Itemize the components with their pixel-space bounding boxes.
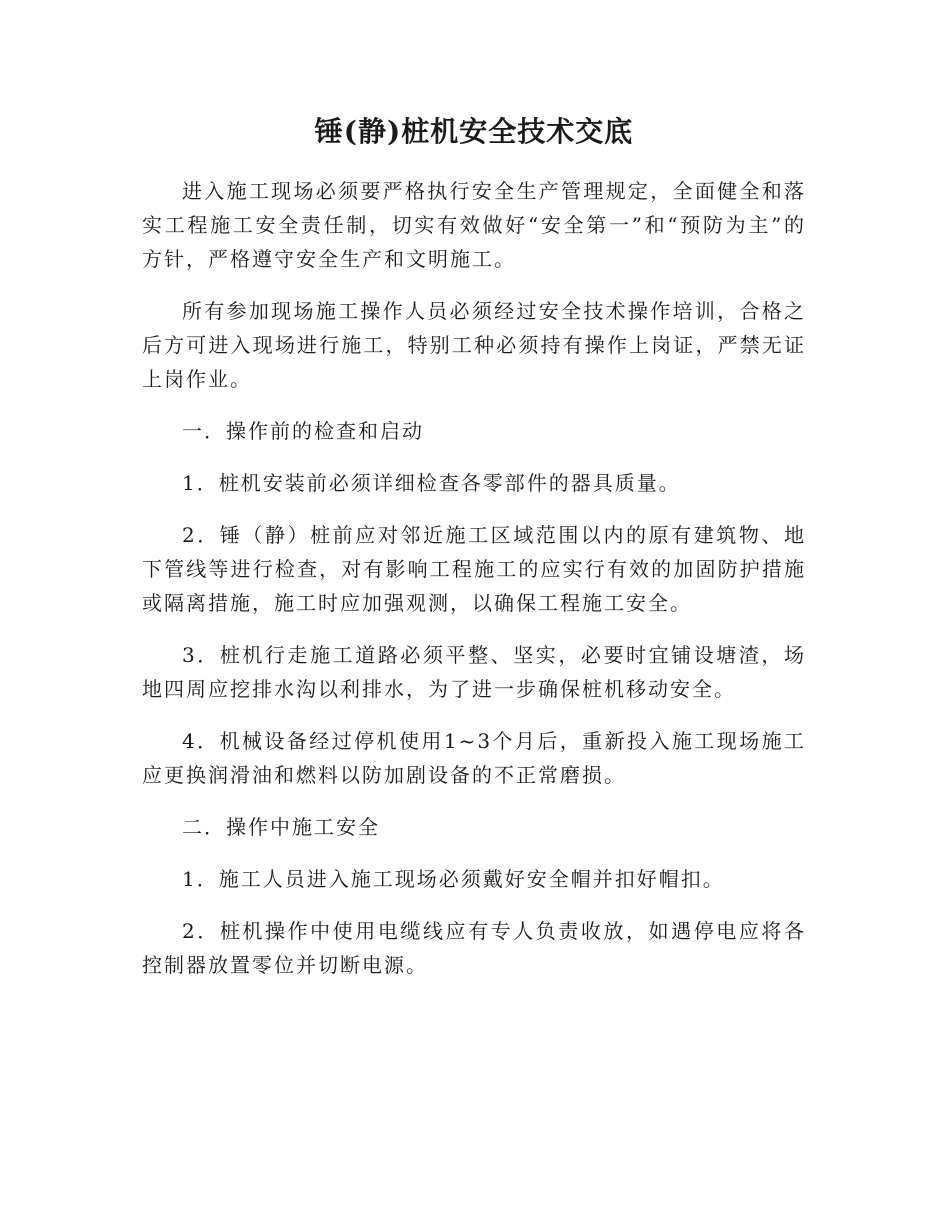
- section-heading-pre-operation: 一．操作前的检查和启动: [182, 419, 424, 443]
- paragraph-training-requirement: 所有参加现场施工操作人员必须经过安全技术操作培训，合格之后方可进入现场进行施工，特别工种必须持有操作上岗证，严禁无证上岗作业。: [142, 299, 806, 391]
- list-item-pre-operation-2: 2．锤（静）桩前应对邻近施工区域范围以内的原有建筑物、地下管线等进行检查，对有影响工程施工的应实行有效的加固防护措施或隔离措施，施工时应加强观测，以确保工程施工安全。: [142, 523, 806, 615]
- document-page: [142, 112, 806, 1000]
- section-heading-during-operation: 二．操作中施工安全: [182, 815, 380, 839]
- paragraph-safety-management: 进入施工现场必须要严格执行安全生产管理规定，全面健全和落实工程施工安全责任制，切实有效做好“安全第一”和“预防为主”的方针，严格遵守安全生产和文明施工。: [142, 179, 806, 271]
- list-item-pre-operation-3: 3．桩机行走施工道路必须平整、坚实，必要时宜铺设塘渣，场地四周应挖排水沟以利排水，为了进一步确保桩机移动安全。: [142, 643, 806, 701]
- list-item-pre-operation-1: 1．桩机安装前必须详细检查各零部件的器具质量。: [182, 471, 681, 495]
- list-item-pre-operation-4: 4．机械设备经过停机使用1~3个月后，重新投入施工现场施工应更换润滑油和燃料以防加剧设备的不正常磨损。: [142, 729, 806, 787]
- document-title: 锤(静)桩机安全技术交底: [314, 115, 634, 148]
- list-item-during-operation-2: 2．桩机操作中使用电缆线应有专人负责收放，如遇停电应将各控制器放置零位并切断电源。: [142, 919, 806, 977]
- list-item-during-operation-1: 1．施工人员进入施工现场必须戴好安全帽并扣好帽扣。: [182, 867, 725, 891]
